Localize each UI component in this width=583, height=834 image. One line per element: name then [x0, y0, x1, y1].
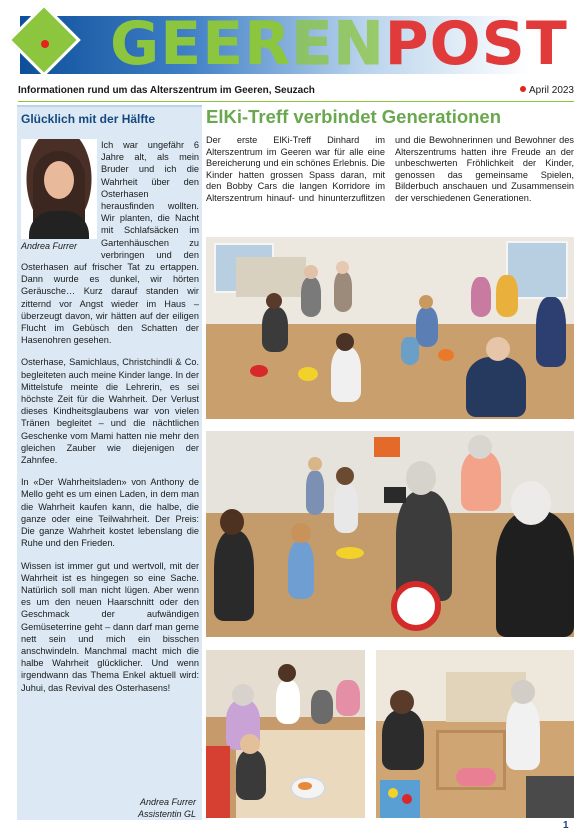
red-bullet-icon: [520, 86, 526, 92]
portrait-face: [44, 161, 74, 199]
title-part-en: EN: [291, 9, 385, 79]
title-part-geer: GEER: [110, 9, 292, 79]
issue-date-text: April 2023: [528, 85, 574, 96]
column-paragraph: Osterhase, Samichlaus, Christchindli & Co. begleiteten auch meine Kinder lange. In der Mittelstufe meinte die Lehrerin, es sei höchste Zeit für die Wahrheit. Der Verlust dieses Kindheitsglaubens war von vielen Tränen begleitet – und die nächtlichen Geschenke vom Mami hatten nie mehr den gleichen Zauber wie diejenigen der Zahnfee.: [21, 357, 199, 466]
column-paragraph: Ich war ungefähr 6 Jahre alt, als mein Bruder und ich die Wahrheit über den Osterhasen herausfinden wollten. Wir planten, die Nacht mit Schlafsäcken im Gartenhäuschen zu verbringen und den Osterhasen auf frischer Tat zu ertappen. Dann wurde es dunkel, wir hörten Geräusche… Kurz darauf standen wir zitternd vor Angst wieder im Haus – überzeugt davon, wir hätten auf der eiligen Flucht im Gebüsch den Schatten der Hasenohren gesehen.: [21, 140, 199, 346]
photo-playing-together: [206, 431, 574, 637]
column-paragraph: Wissen ist immer gut und wertvoll, mit der Wahrheit ist es hingegen so eine Sache. Natürlich soll man nicht lügen. Aber wenn es um den neuen Haarschnitt oder den Geschmack der aufwändigen Gemüseterrine geht – dann darf man gerne nett sein und mich ein bisschen anschwindeln. Manchmal macht mich die halbe Wahrheit glücklicher. Und wenn irgendwann das Thema Enkel aktuell wird: Juhui, das Revival des Osterhasens!: [21, 560, 199, 693]
subtitle: Informationen rund um das Alterszentrum im Geeren, Seuzach: [18, 85, 315, 96]
article-body: Der erste ElKi-Treff Dinhard im Alterszentrum im Geeren war für alle eine Bereicherung und ein schönes Erlebnis. Die Kinder hatten grossen Spass daran, mit den Bobby Cars die langen Korridore im Alterszentrum hinauf- und hinunterzuflitzen und die Bewohnerinnen und Bewohner des Alterszentrums hatten ihre Freude an der unbeschwerten Fröhlichkeit der Kinder, genossen das gemeinsame Spielen, Bilderbuch anschauen und Zusammensein der verschiedenen Generationen.: [206, 135, 574, 203]
photo-playroom-wide: [206, 237, 574, 419]
masthead: [0, 0, 583, 82]
portrait-caption: Andrea Furrer: [21, 241, 78, 251]
masthead-subline: [18, 85, 574, 101]
masthead-title: [110, 6, 568, 82]
column-heading: Glücklich mit der Hälfte: [21, 112, 156, 126]
photo-table-snack: [206, 650, 365, 818]
author-portrait: [21, 139, 97, 239]
photo-baby-play-corner: [376, 650, 574, 818]
column-signature: [138, 796, 196, 820]
signature-name: Andrea Furrer: [139, 797, 196, 807]
article-title: ElKi-Treff verbindet Generationen: [206, 106, 502, 127]
issue-date: [520, 85, 574, 96]
editorial-column: [17, 105, 202, 820]
header-divider: [18, 101, 574, 102]
column-paragraph: In «Der Wahrheitsladen» von Anthony de Mello geht es um einen Laden, in dem man die Wahrheit kaufen kann, die halbe, die ganze oder eine Teilwahrheit. Der Preis: Die ganze Wahrheit kostet lebenslang die Ruhe und den Frieden.: [21, 477, 199, 549]
main-article: [206, 105, 574, 203]
logo-dot-icon: [41, 40, 49, 48]
page-number: 1: [563, 820, 569, 831]
title-part-post: POST: [384, 9, 568, 79]
signature-role: Assistentin GL: [137, 809, 196, 819]
